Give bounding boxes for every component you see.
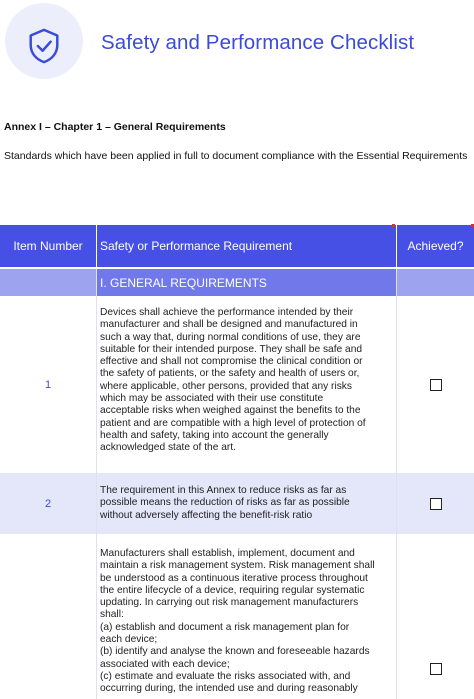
requirement-line: where applicable, other persons, provided that any risks [100, 380, 352, 392]
requirement-line: acknowledged state of the art. [100, 442, 236, 454]
requirement-line: which may be associated with their use constitute [100, 393, 324, 405]
requirement-line: associated with each device; [100, 658, 230, 670]
section-row-right [397, 269, 474, 296]
requirement-text [97, 298, 396, 472]
item-number: 1 [0, 298, 96, 472]
column-header-achieved: Achieved? [397, 225, 474, 267]
column-header-item-number: Item Number [0, 225, 96, 267]
standards-text: Standards which have been applied in full to document compliance with the Essential Requirements [4, 150, 468, 162]
annex-heading: Annex I – Chapter 1 – General Requirements [4, 121, 226, 133]
item-number: 2 [0, 473, 96, 534]
requirement-line: patient and are compatible with a high level of protection of [100, 417, 366, 429]
requirement-line: shall: [100, 609, 124, 621]
requirement-line: updating. In carrying out risk management manufacturers [100, 597, 359, 609]
cell-comment-marker [392, 224, 395, 227]
requirement-line: (a) establish and document a risk management plan for [100, 621, 350, 633]
requirement-line: (b) identify and analyse the known and foreseeable hazards [100, 646, 370, 658]
requirement-line: the safety of patients, or the safety and health of users or, [100, 368, 360, 380]
achieved-cell [397, 535, 474, 699]
requirement-line: occurring during, the intended use and during reasonably [100, 683, 358, 695]
column-divider [96, 269, 97, 699]
achieved-checkbox[interactable] [430, 663, 442, 675]
requirement-line: acceptable risks when weighed against the benefits to the [100, 405, 361, 417]
requirement-line: The requirement in this Annex to reduce risks as far as [100, 485, 347, 496]
requirement-line: manufacturer and shall be designed and manufactured in [100, 319, 358, 331]
requirement-line: possible means the reduction of risks as far as possible [100, 497, 350, 509]
achieved-checkbox[interactable] [430, 379, 442, 391]
logo [5, 3, 83, 79]
requirement-line: such a way that, during normal conditions of use, they are [100, 331, 361, 343]
shield-check-icon [25, 27, 63, 65]
requirement-line: Devices shall achieve the performance intended by their [100, 307, 354, 318]
requirement-line: suitable for their intended purpose. They shall be safe and [100, 343, 363, 355]
requirement-line: effective and shall not compromise the clinical condition or [100, 356, 363, 368]
column-header-requirement: Safety or Performance Requirement [97, 225, 396, 267]
requirement-text [97, 535, 396, 699]
requirement-line: maintain a risk management system. Risk management shall [100, 560, 375, 572]
requirement-line: health and safety, taking into account the generally [100, 429, 329, 441]
requirement-text [97, 473, 396, 534]
requirement-line: (c) estimate and evaluate the risks associated with, and [100, 670, 351, 682]
requirement-line: without adversely affecting the benefit-risk ratio [100, 509, 313, 521]
requirement-line: Manufacturers shall establish, implement, document and [100, 548, 355, 559]
item-number [0, 535, 96, 699]
page-title: Safety and Performance Checklist [101, 31, 415, 54]
column-divider [396, 269, 397, 699]
requirement-line: each device; [100, 634, 158, 646]
achieved-cell [397, 473, 474, 534]
requirement-line: the entire lifecycle of a device, requiring regular systematic [100, 584, 365, 596]
achieved-cell [397, 298, 474, 472]
section-row-left [0, 269, 96, 296]
section-title: I. GENERAL REQUIREMENTS [97, 269, 396, 296]
requirement-line: be understood as a continuous iterative process throughout [100, 572, 368, 584]
achieved-checkbox[interactable] [430, 498, 442, 510]
